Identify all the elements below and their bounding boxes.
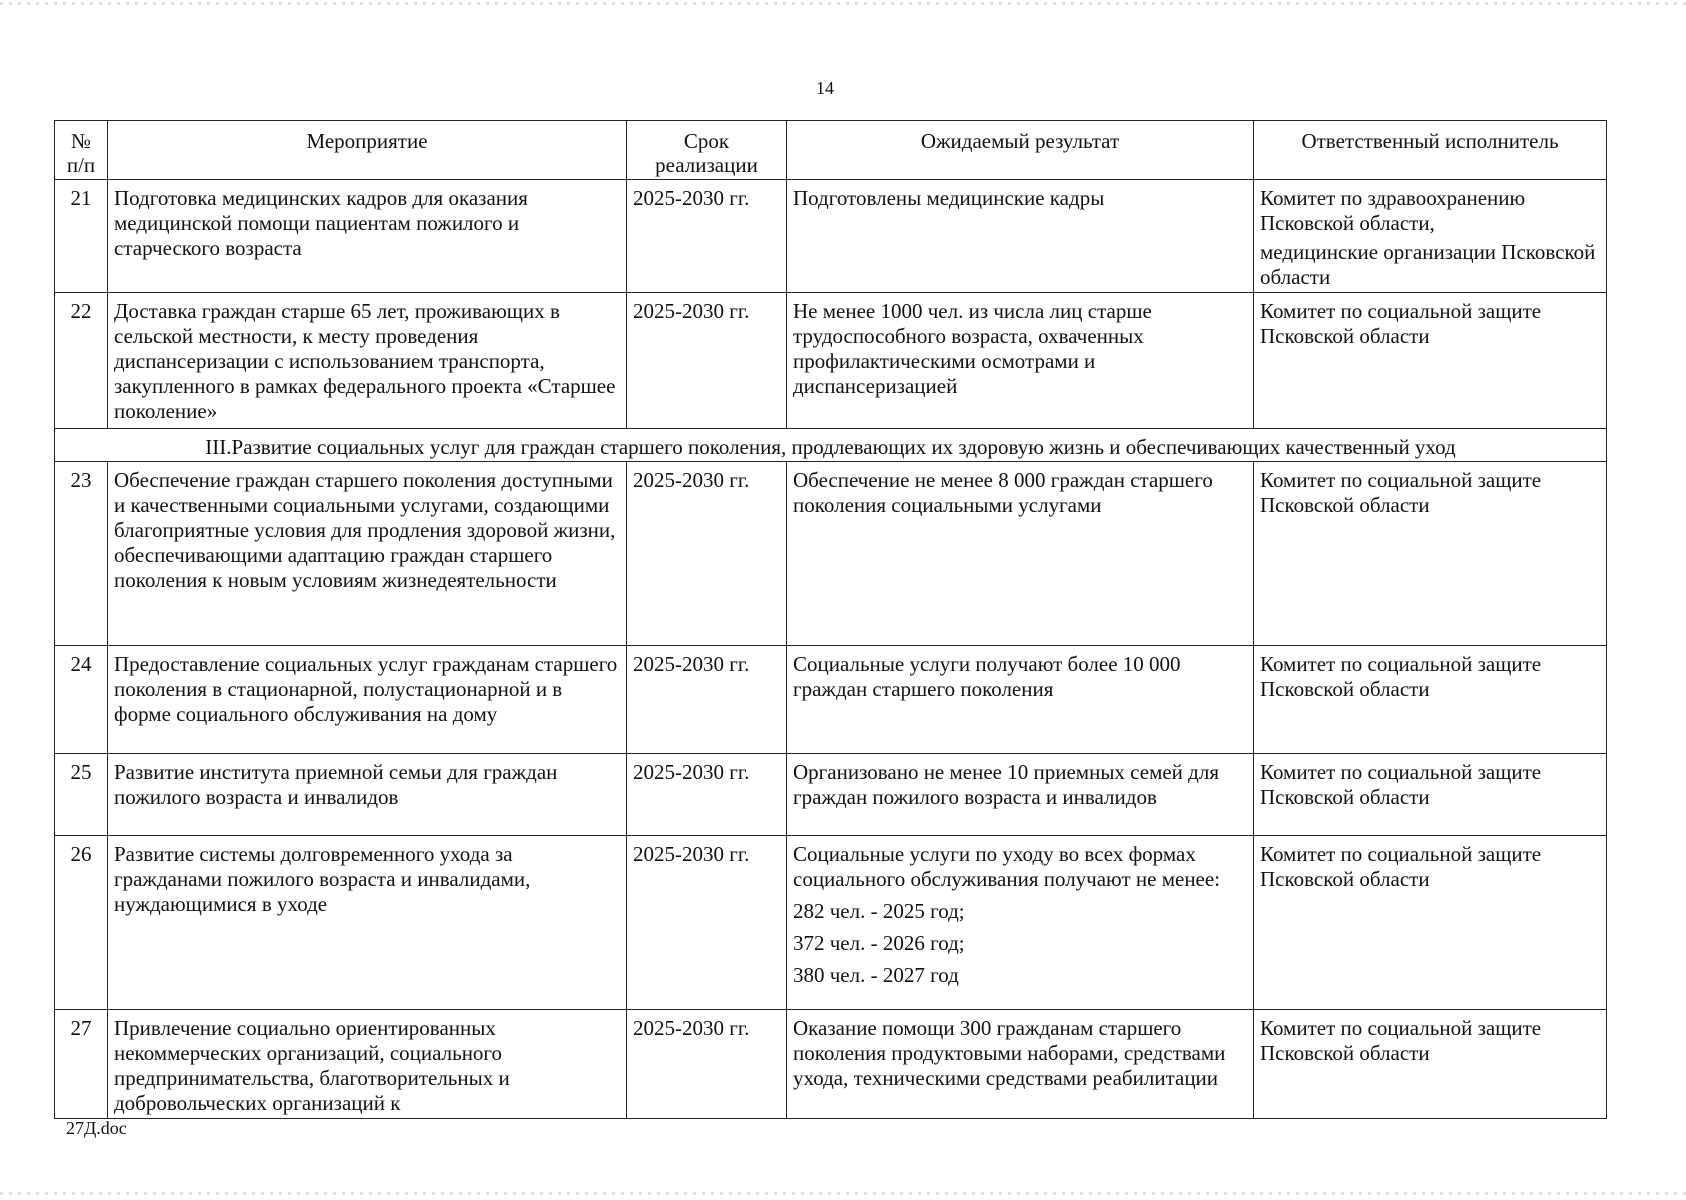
row-number: 23: [55, 462, 108, 646]
table-row: [55, 1010, 1607, 1119]
responsible-line: Комитет по социальной защите Псковской области: [1260, 468, 1542, 517]
footer-file-name: 27Д.doc: [66, 1118, 127, 1138]
header-num-line-1: №: [70, 129, 92, 153]
header-result: Ожидаемый результат: [787, 121, 1254, 180]
table-row: [55, 754, 1607, 836]
row-number: 24: [55, 646, 108, 754]
result-line: Социальные услуги по уходу во всех формах социального обслуживания получают не менее:: [793, 842, 1221, 891]
row-period: 2025-2030 гг.: [627, 1010, 787, 1119]
row-result: [787, 462, 1254, 646]
result-line: Подготовлены медицинские кадры: [793, 186, 1105, 210]
row-number: 26: [55, 836, 108, 1010]
row-activity: Развитие системы долговременного ухода за гражданами пожилого возраста и инвалидами, нуждающимися в уходе: [108, 836, 627, 1010]
row-period: 2025-2030 гг.: [627, 836, 787, 1010]
section-row: [55, 429, 1607, 462]
row-responsible: [1254, 293, 1607, 429]
result-line: 282 чел. - 2025 год;: [793, 899, 965, 923]
table-row: [55, 462, 1607, 646]
result-line: Организовано не менее 10 приемных семей для граждан пожилого возраста и инвалидов: [793, 760, 1219, 809]
result-line: 380 чел. - 2027 год: [793, 963, 959, 987]
header-period-line-1: Срок: [683, 129, 730, 153]
row-responsible: [1254, 646, 1607, 754]
row-result: [787, 646, 1254, 754]
result-line: 372 чел. - 2026 год;: [793, 931, 965, 955]
row-period: 2025-2030 гг.: [627, 646, 787, 754]
header-period: [627, 121, 787, 180]
row-result: [787, 754, 1254, 836]
scan-bottom-edge: [0, 1192, 1686, 1195]
responsible-line: Комитет по социальной защите Псковской области: [1260, 1016, 1542, 1065]
row-number: 22: [55, 293, 108, 429]
responsible-line: Комитет по социальной защите Псковской области: [1260, 652, 1542, 701]
row-period: 2025-2030 гг.: [627, 754, 787, 836]
section-title: III.Развитие социальных услуг для граждан старшего поколения, продлевающих их здоровую жизнь и обеспечивающих качественный уход: [55, 429, 1607, 462]
row-activity: Развитие института приемной семьи для граждан пожилого возраста и инвалидов: [108, 754, 627, 836]
responsible-line: Комитет по социальной защите Псковской области: [1260, 760, 1542, 809]
row-activity: Привлечение социально ориентированных некоммерческих организаций, социального предпринимательства, благотворительных и добровольческих организаций к: [108, 1010, 627, 1119]
row-period: 2025-2030 гг.: [627, 180, 787, 293]
row-result: [787, 180, 1254, 293]
result-line: Оказание помощи 300 гражданам старшего поколения продуктовыми наборами, средствами ухода, техническими средствами реабилитации: [793, 1016, 1226, 1090]
scan-top-edge: [0, 2, 1686, 5]
responsible-line: Комитет по здравоохранению Псковской области,: [1260, 186, 1526, 235]
table-row: [55, 293, 1607, 429]
row-result: [787, 1010, 1254, 1119]
responsible-line: Комитет по социальной защите Псковской области: [1260, 299, 1542, 348]
row-activity: Подготовка медицинских кадров для оказания медицинской помощи пациентам пожилого и старческого возраста: [108, 180, 627, 293]
header-period-line-2: реализации: [655, 153, 758, 177]
header-num: [55, 121, 108, 180]
result-line: Обеспечение не менее 8 000 граждан старшего поколения социальными услугами: [793, 468, 1213, 517]
row-responsible: [1254, 1010, 1607, 1119]
header-num-line-2: п/п: [66, 153, 96, 177]
row-activity: Доставка граждан старше 65 лет, проживающих в сельской местности, к месту проведения диспансеризации с использованием транспорта, закупленного в рамках федерального проекта «Старшее поколение»: [108, 293, 627, 429]
row-period: 2025-2030 гг.: [627, 293, 787, 429]
table-row: [55, 180, 1607, 293]
activities-table: [54, 120, 1607, 1119]
responsible-line: Комитет по социальной защите Псковской области: [1260, 842, 1542, 891]
row-result: [787, 836, 1254, 1010]
row-responsible: [1254, 180, 1607, 293]
page-number: 14: [816, 78, 834, 98]
row-number: 25: [55, 754, 108, 836]
result-line: Не менее 1000 чел. из числа лиц старше трудоспособного возраста, охваченных профилактическими осмотрами и диспансеризацией: [793, 299, 1152, 398]
row-number: 27: [55, 1010, 108, 1119]
row-period: 2025-2030 гг.: [627, 462, 787, 646]
row-responsible: [1254, 754, 1607, 836]
table-header-row: [55, 121, 1607, 180]
row-responsible: [1254, 462, 1607, 646]
responsible-line: медицинские организации Псковской области: [1260, 240, 1596, 289]
row-responsible: [1254, 836, 1607, 1010]
header-responsible: Ответственный исполнитель: [1254, 121, 1607, 180]
result-line: Социальные услуги получают более 10 000 граждан старшего поколения: [793, 652, 1181, 701]
row-number: 21: [55, 180, 108, 293]
row-activity: Предоставление социальных услуг гражданам старшего поколения в стационарной, полустационарной и в форме социального обслуживания на дому: [108, 646, 627, 754]
header-activity: Мероприятие: [108, 121, 627, 180]
row-activity: Обеспечение граждан старшего поколения доступными и качественными социальными услугами, создающими благоприятные условия для продления здоровой жизни, обеспечивающими адаптацию граждан старшего поколения к новым условиям жизнедеятельности: [108, 462, 627, 646]
row-result: [787, 293, 1254, 429]
table-row: [55, 646, 1607, 754]
table-row: [55, 836, 1607, 1010]
